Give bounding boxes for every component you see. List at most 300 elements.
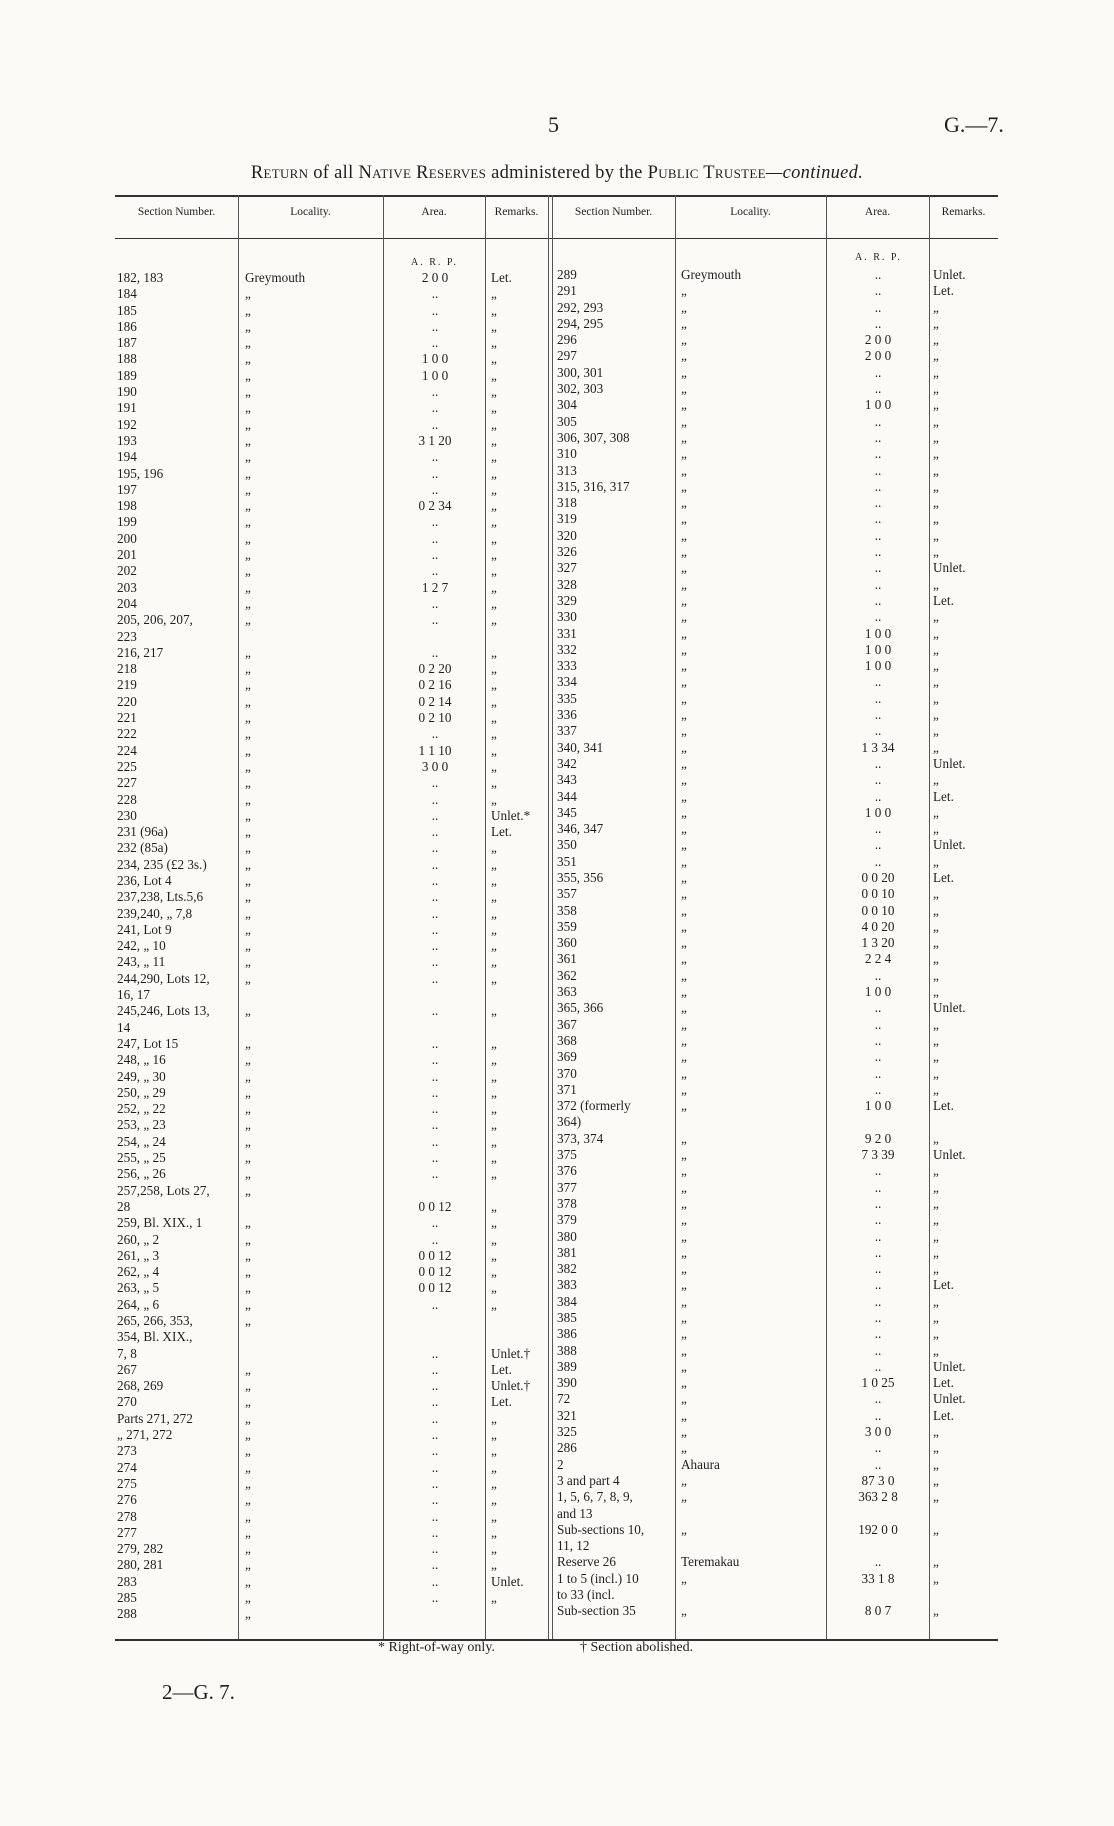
- table-cell: „: [491, 1117, 497, 1133]
- table-cell: ..: [874, 1293, 882, 1309]
- right-section-column: [557, 267, 673, 1620]
- table-cell: ..: [431, 1427, 439, 1443]
- table-cell: ..: [874, 413, 882, 429]
- table-cell: Let.: [491, 1394, 512, 1410]
- table-cell: 232 (85a): [117, 840, 168, 856]
- table-cell: „: [681, 364, 687, 380]
- table-cell: „: [933, 1570, 939, 1586]
- table-cell: „: [245, 547, 251, 563]
- table-cell: „: [681, 1195, 687, 1211]
- table-cell: 236, Lot 4: [117, 872, 172, 888]
- table-cell: „: [491, 1541, 497, 1557]
- table-cell: „: [245, 889, 251, 905]
- table-cell: ..: [431, 547, 439, 563]
- table-cell: „: [245, 1427, 251, 1443]
- table-cell: „: [681, 869, 687, 885]
- table-cell: „: [245, 1296, 251, 1312]
- table-cell: 1 3 20: [861, 935, 895, 951]
- table-cell: Let.: [933, 869, 954, 885]
- table-cell: 243, „ 11: [117, 954, 166, 970]
- table-cell: ..: [874, 1000, 882, 1016]
- table-cell: „: [681, 739, 687, 755]
- table-cell: 87 3 0: [861, 1472, 895, 1488]
- table-cell: 0 2 20: [418, 661, 452, 677]
- table-cell: „: [933, 1228, 939, 1244]
- table-cell: „: [681, 1049, 687, 1065]
- table-cell: „: [491, 661, 497, 677]
- table-cell: ..: [874, 511, 882, 527]
- table-cell: 265, 266, 353,: [117, 1313, 193, 1328]
- table-cell: „: [933, 739, 939, 755]
- table-cell: [933, 1114, 997, 1130]
- table-cell: 191: [117, 400, 137, 416]
- table-cell: [245, 1346, 380, 1362]
- table-cell: 16, 17: [117, 987, 150, 1003]
- table-cell: „: [245, 726, 251, 742]
- table-cell: 192 0 0: [858, 1521, 898, 1537]
- table-cell: [245, 1020, 380, 1036]
- table-cell: 390: [557, 1375, 577, 1391]
- table-cell: 201: [117, 547, 137, 563]
- table-cell: 355, 356: [557, 869, 604, 885]
- table-cell: „: [245, 1410, 251, 1426]
- table-cell: „: [933, 918, 939, 934]
- table-cell: „: [245, 938, 251, 954]
- table-cell: „: [681, 788, 687, 804]
- table-cell: Let.: [933, 1098, 954, 1114]
- table-cell: 264, „ 6: [117, 1296, 160, 1312]
- table-cell: [245, 987, 380, 1003]
- table-cell: „: [491, 514, 497, 530]
- table-cell: 7 3 39: [861, 1147, 895, 1163]
- page-signature: 2—G. 7.: [162, 1680, 235, 1704]
- table-cell: 8 0 7: [864, 1603, 892, 1619]
- table-cell: „: [681, 1261, 687, 1277]
- table-cell: „: [491, 1068, 497, 1084]
- table-cell: „: [933, 413, 939, 429]
- table-cell: ..: [431, 384, 439, 400]
- table-cell: „: [933, 544, 939, 560]
- table-cell: „: [245, 498, 251, 514]
- table-cell: 0 2 14: [418, 693, 452, 709]
- table-cell: 297: [557, 348, 577, 364]
- table-cell: „: [681, 446, 687, 462]
- table-cell: Parts 271, 272: [117, 1410, 193, 1426]
- table-cell: „: [681, 1358, 687, 1374]
- table-cell: „: [491, 1084, 497, 1100]
- table-cell: ..: [431, 1084, 439, 1100]
- table-cell: 381: [557, 1244, 577, 1260]
- table-cell: 197: [117, 481, 137, 497]
- table-cell: 2: [557, 1456, 564, 1472]
- table-cell: Let.: [933, 592, 954, 608]
- table-cell: „: [933, 1326, 939, 1342]
- table-cell: 305: [557, 413, 577, 429]
- table-cell: „: [245, 1475, 251, 1491]
- table-cell: „: [681, 1424, 687, 1440]
- table-cell: „: [681, 1521, 687, 1537]
- header-remarks-left: Remarks.: [494, 206, 539, 218]
- table-cell: Unlet.: [933, 1391, 966, 1407]
- table-cell: „: [491, 335, 497, 351]
- table-cell: „: [681, 1212, 687, 1228]
- table-cell: „: [681, 299, 687, 315]
- table-cell: 330: [557, 609, 577, 625]
- table-cell: „: [491, 1590, 497, 1606]
- right-remarks-column: [933, 267, 997, 1620]
- table-cell: 1 0 0: [864, 984, 892, 1000]
- table-cell: 383: [557, 1277, 577, 1293]
- table-cell: „: [245, 1443, 251, 1459]
- table-cell: 378: [557, 1195, 577, 1211]
- header-locality-right: Locality.: [730, 206, 771, 218]
- table-cell: „: [245, 1133, 251, 1149]
- table-cell: „: [933, 1456, 939, 1472]
- table-cell: „: [681, 625, 687, 641]
- table-cell: 275: [117, 1475, 137, 1491]
- table-cell: „: [245, 1117, 251, 1133]
- table-cell: „: [681, 1000, 687, 1016]
- table-cell: „: [491, 1198, 497, 1214]
- header-area-left: Area.: [421, 206, 447, 218]
- table-cell: „: [681, 1179, 687, 1195]
- table-cell: 365, 366: [557, 1000, 604, 1016]
- table-cell: [387, 1329, 483, 1345]
- table-cell: „: [933, 299, 939, 315]
- table-cell: 249, „ 30: [117, 1068, 166, 1084]
- table-cell: 296: [557, 332, 577, 348]
- table-cell: „: [681, 576, 687, 592]
- table-cell: ..: [874, 1440, 882, 1456]
- document-code: G.—7.: [944, 112, 1004, 137]
- table-cell: 0 0 12: [418, 1264, 452, 1280]
- table-cell: 313: [557, 462, 577, 478]
- left-section-column: [117, 270, 237, 1623]
- table-cell: 364): [557, 1114, 582, 1130]
- table-cell: 1 0 0: [864, 804, 892, 820]
- table-cell: 224: [117, 742, 137, 758]
- table-cell: „: [245, 1361, 251, 1377]
- table-cell: „: [491, 856, 497, 872]
- table-cell: ..: [874, 495, 882, 511]
- table-cell: to 33 (incl.: [557, 1587, 615, 1603]
- table-cell: ..: [431, 791, 439, 807]
- table-cell: „: [681, 348, 687, 364]
- table-cell: „: [681, 804, 687, 820]
- table-cell: „: [681, 429, 687, 445]
- table-cell: ..: [431, 954, 439, 970]
- table-cell: ..: [431, 1378, 439, 1394]
- table-cell: „: [491, 970, 497, 986]
- table-cell: „: [491, 1427, 497, 1443]
- table-cell: ..: [874, 707, 882, 723]
- table-cell: 237,238, Lts.5,6: [117, 889, 204, 905]
- table-cell: ..: [431, 1524, 439, 1540]
- table-cell: 182, 183: [117, 270, 164, 285]
- table-cell: ..: [431, 530, 439, 546]
- table-cell: „: [491, 302, 497, 318]
- table-cell: ..: [874, 788, 882, 804]
- table-cell: „: [681, 1440, 687, 1456]
- table-cell: „: [681, 1472, 687, 1488]
- table-cell: ..: [431, 1296, 439, 1312]
- table-cell: „: [491, 921, 497, 937]
- table-cell: 354, Bl. XIX.,: [117, 1329, 193, 1345]
- table-cell: Unlet.*: [491, 807, 531, 823]
- table-cell: „: [681, 1147, 687, 1163]
- table-cell: „: [245, 872, 251, 888]
- table-cell: 291: [557, 283, 577, 299]
- table-cell: 382: [557, 1261, 577, 1277]
- table-cell: ..: [431, 449, 439, 465]
- table-cell: 334: [557, 674, 577, 690]
- table-cell: ..: [874, 609, 882, 625]
- table-cell: „: [933, 1195, 939, 1211]
- arp-subheader-right: A. R. P.: [855, 252, 902, 263]
- table-cell: Let.: [933, 1277, 954, 1293]
- table-cell: [830, 1587, 926, 1603]
- table-cell: ..: [431, 1573, 439, 1589]
- table-cell: ..: [874, 755, 882, 771]
- table-cell: 289: [557, 267, 577, 282]
- table-cell: „: [491, 481, 497, 497]
- table-cell: 72: [557, 1391, 571, 1407]
- table-header-rule: [115, 238, 998, 239]
- table-cell: 358: [557, 902, 577, 918]
- table-cell: 9 2 0: [864, 1130, 892, 1146]
- table-cell: „: [681, 315, 687, 331]
- table-cell: ..: [874, 690, 882, 706]
- table-cell: 252, „ 22: [117, 1101, 166, 1117]
- footnote-section-abolished: † Section abolished.: [580, 1640, 694, 1655]
- table-cell: „: [245, 1052, 251, 1068]
- table-cell: „: [681, 984, 687, 1000]
- table-cell: „: [491, 1101, 497, 1117]
- col-divider: [675, 195, 676, 1639]
- table-cell: „: [681, 1391, 687, 1407]
- header-area-right: Area.: [864, 206, 891, 218]
- table-cell: „: [491, 1524, 497, 1540]
- table-cell: „: [681, 1163, 687, 1179]
- table-cell: „: [933, 853, 939, 869]
- table-cell: „: [933, 609, 939, 625]
- table-cell: „: [933, 1049, 939, 1065]
- table-cell: „: [491, 579, 497, 595]
- table-cell: 277: [117, 1524, 137, 1540]
- table-cell: „: [245, 1101, 251, 1117]
- table-cell: „: [245, 514, 251, 530]
- table-cell: ..: [431, 335, 439, 351]
- table-cell: „: [491, 1296, 497, 1312]
- table-cell: ..: [431, 416, 439, 432]
- table-cell: „: [681, 772, 687, 788]
- table-cell: 1 0 0: [864, 397, 892, 413]
- table-cell: 245,246, Lots 13,: [117, 1003, 210, 1019]
- table-cell: 346, 347: [557, 821, 604, 837]
- table-cell: 306, 307, 308: [557, 429, 630, 445]
- table-cell: „: [245, 384, 251, 400]
- table-cell: [491, 629, 547, 645]
- table-cell: 0 0 12: [418, 1247, 452, 1263]
- table-cell: ..: [874, 592, 882, 608]
- table-cell: ..: [431, 286, 439, 302]
- table-cell: 0 2 16: [418, 677, 452, 693]
- table-cell: 302, 303: [557, 381, 604, 397]
- table-cell: Unlet.†: [491, 1378, 531, 1394]
- table-cell: „: [245, 400, 251, 416]
- table-cell: „: [681, 967, 687, 983]
- table-cell: ..: [874, 283, 882, 299]
- table-cell: 2 2 4: [864, 951, 892, 967]
- table-cell: „: [933, 576, 939, 592]
- table-cell: „: [245, 824, 251, 840]
- table-cell: „: [933, 1032, 939, 1048]
- table-cell: „: [681, 527, 687, 543]
- table-cell: 273: [117, 1443, 137, 1459]
- table-cell: ..: [431, 1475, 439, 1491]
- table-cell: 189: [117, 367, 137, 383]
- table-cell: ..: [431, 1443, 439, 1459]
- table-cell: ..: [874, 446, 882, 462]
- table-cell: „: [933, 690, 939, 706]
- table-cell: 376: [557, 1163, 577, 1179]
- table-cell: „: [681, 641, 687, 657]
- table-cell: „: [681, 1065, 687, 1081]
- table-cell: „: [491, 758, 497, 774]
- table-cell: „: [681, 935, 687, 951]
- table-cell: ..: [431, 1590, 439, 1606]
- table-cell: 256, „ 26: [117, 1166, 166, 1182]
- table-cell: „: [933, 446, 939, 462]
- table-cell: 280, 281: [117, 1557, 164, 1573]
- table-cell: 0 0 12: [418, 1198, 452, 1214]
- table-cell: ..: [431, 921, 439, 937]
- table-cell: „: [681, 1032, 687, 1048]
- table-cell: „: [245, 1492, 251, 1508]
- table-cell: „: [491, 742, 497, 758]
- table-cell: [681, 1506, 824, 1522]
- table-cell: Greymouth: [681, 267, 742, 282]
- table-cell: „: [245, 791, 251, 807]
- table-cell: 220: [117, 693, 137, 709]
- table-cell: 194: [117, 449, 137, 465]
- table-cell: „: [681, 1130, 687, 1146]
- table-cell: ..: [431, 1003, 439, 1019]
- table-cell: „: [933, 1424, 939, 1440]
- table-cell: 0 2 10: [418, 710, 452, 726]
- table-cell: Unlet.: [933, 1000, 966, 1016]
- table-cell: „: [681, 755, 687, 771]
- table-cell: 279, 282: [117, 1541, 164, 1557]
- table-cell: ..: [431, 824, 439, 840]
- table-cell: [245, 1199, 380, 1215]
- center-double-rule: [552, 195, 553, 1639]
- left-remarks-column: [491, 270, 547, 1606]
- title-native: Native Reserves: [358, 163, 487, 183]
- table-cell: 343: [557, 772, 577, 788]
- table-cell: „: [491, 1475, 497, 1491]
- table-cell: ..: [431, 1052, 439, 1068]
- table-cell: „: [245, 661, 251, 677]
- table-cell: ..: [431, 1133, 439, 1149]
- table-cell: „: [491, 384, 497, 400]
- table-cell: [830, 1538, 926, 1554]
- table-cell: Unlet.: [933, 267, 966, 282]
- table-cell: „: [933, 674, 939, 690]
- table-cell: ..: [874, 429, 882, 445]
- table-cell: „: [245, 1573, 251, 1589]
- table-cell: „: [933, 1489, 939, 1505]
- table-cell: „: [491, 400, 497, 416]
- table-cell: „: [681, 1244, 687, 1260]
- col-divider: [383, 195, 384, 1639]
- table-cell: 4 0 20: [861, 918, 895, 934]
- table-cell: ..: [874, 1163, 882, 1179]
- table-cell: 223: [117, 628, 137, 644]
- table-cell: 1 0 0: [864, 658, 892, 674]
- table-cell: ..: [874, 1310, 882, 1325]
- table-cell: [830, 1114, 926, 1130]
- table-cell: „: [491, 563, 497, 579]
- table-cell: 1 to 5 (incl.) 10: [557, 1570, 639, 1586]
- table-cell: 274: [117, 1459, 137, 1475]
- table-cell: ..: [874, 853, 882, 869]
- table-cell: ..: [874, 1326, 882, 1342]
- table-cell: „: [491, 644, 497, 660]
- table-cell: ..: [874, 1065, 882, 1081]
- table-cell: „: [245, 1590, 251, 1606]
- table-cell: „: [491, 367, 497, 383]
- table-cell: 363: [557, 984, 577, 1000]
- table-cell: „: [245, 1524, 251, 1540]
- table-cell: 3 and part 4: [557, 1472, 620, 1488]
- table-cell: „: [933, 397, 939, 413]
- table-cell: 218: [117, 661, 137, 677]
- header-section-right: Section Number.: [574, 206, 653, 218]
- table-cell: 379: [557, 1212, 577, 1228]
- table-cell: „: [681, 853, 687, 869]
- table-cell: 326: [557, 544, 577, 560]
- table-cell: „: [933, 967, 939, 983]
- table-cell: 318: [557, 495, 577, 511]
- table-cell: ..: [874, 1277, 882, 1293]
- table-cell: „: [491, 905, 497, 921]
- table-cell: „: [245, 1247, 251, 1263]
- table-cell: „: [491, 710, 497, 726]
- table-cell: „: [681, 837, 687, 853]
- table-cell: „: [681, 658, 687, 674]
- table-cell: ..: [431, 1345, 439, 1361]
- table-cell: „: [491, 1166, 497, 1182]
- left-locality-column: [245, 270, 380, 1623]
- table-cell: 283: [117, 1573, 137, 1589]
- table-cell: 188: [117, 351, 137, 367]
- table-cell: ..: [431, 318, 439, 334]
- table-cell: 14: [117, 1019, 131, 1035]
- table-cell: „: [933, 772, 939, 788]
- table-cell: „: [491, 1133, 497, 1149]
- table-cell: [933, 1506, 997, 1522]
- table-cell: 325: [557, 1424, 577, 1440]
- table-cell: „: [933, 804, 939, 820]
- table-cell: „: [933, 723, 939, 739]
- table-cell: ..: [431, 465, 439, 481]
- table-cell: 350: [557, 837, 577, 853]
- table-cell: „: [933, 1554, 939, 1570]
- table-cell: „: [491, 1003, 497, 1019]
- table-cell: „: [681, 1081, 687, 1097]
- table-cell: „: [681, 690, 687, 706]
